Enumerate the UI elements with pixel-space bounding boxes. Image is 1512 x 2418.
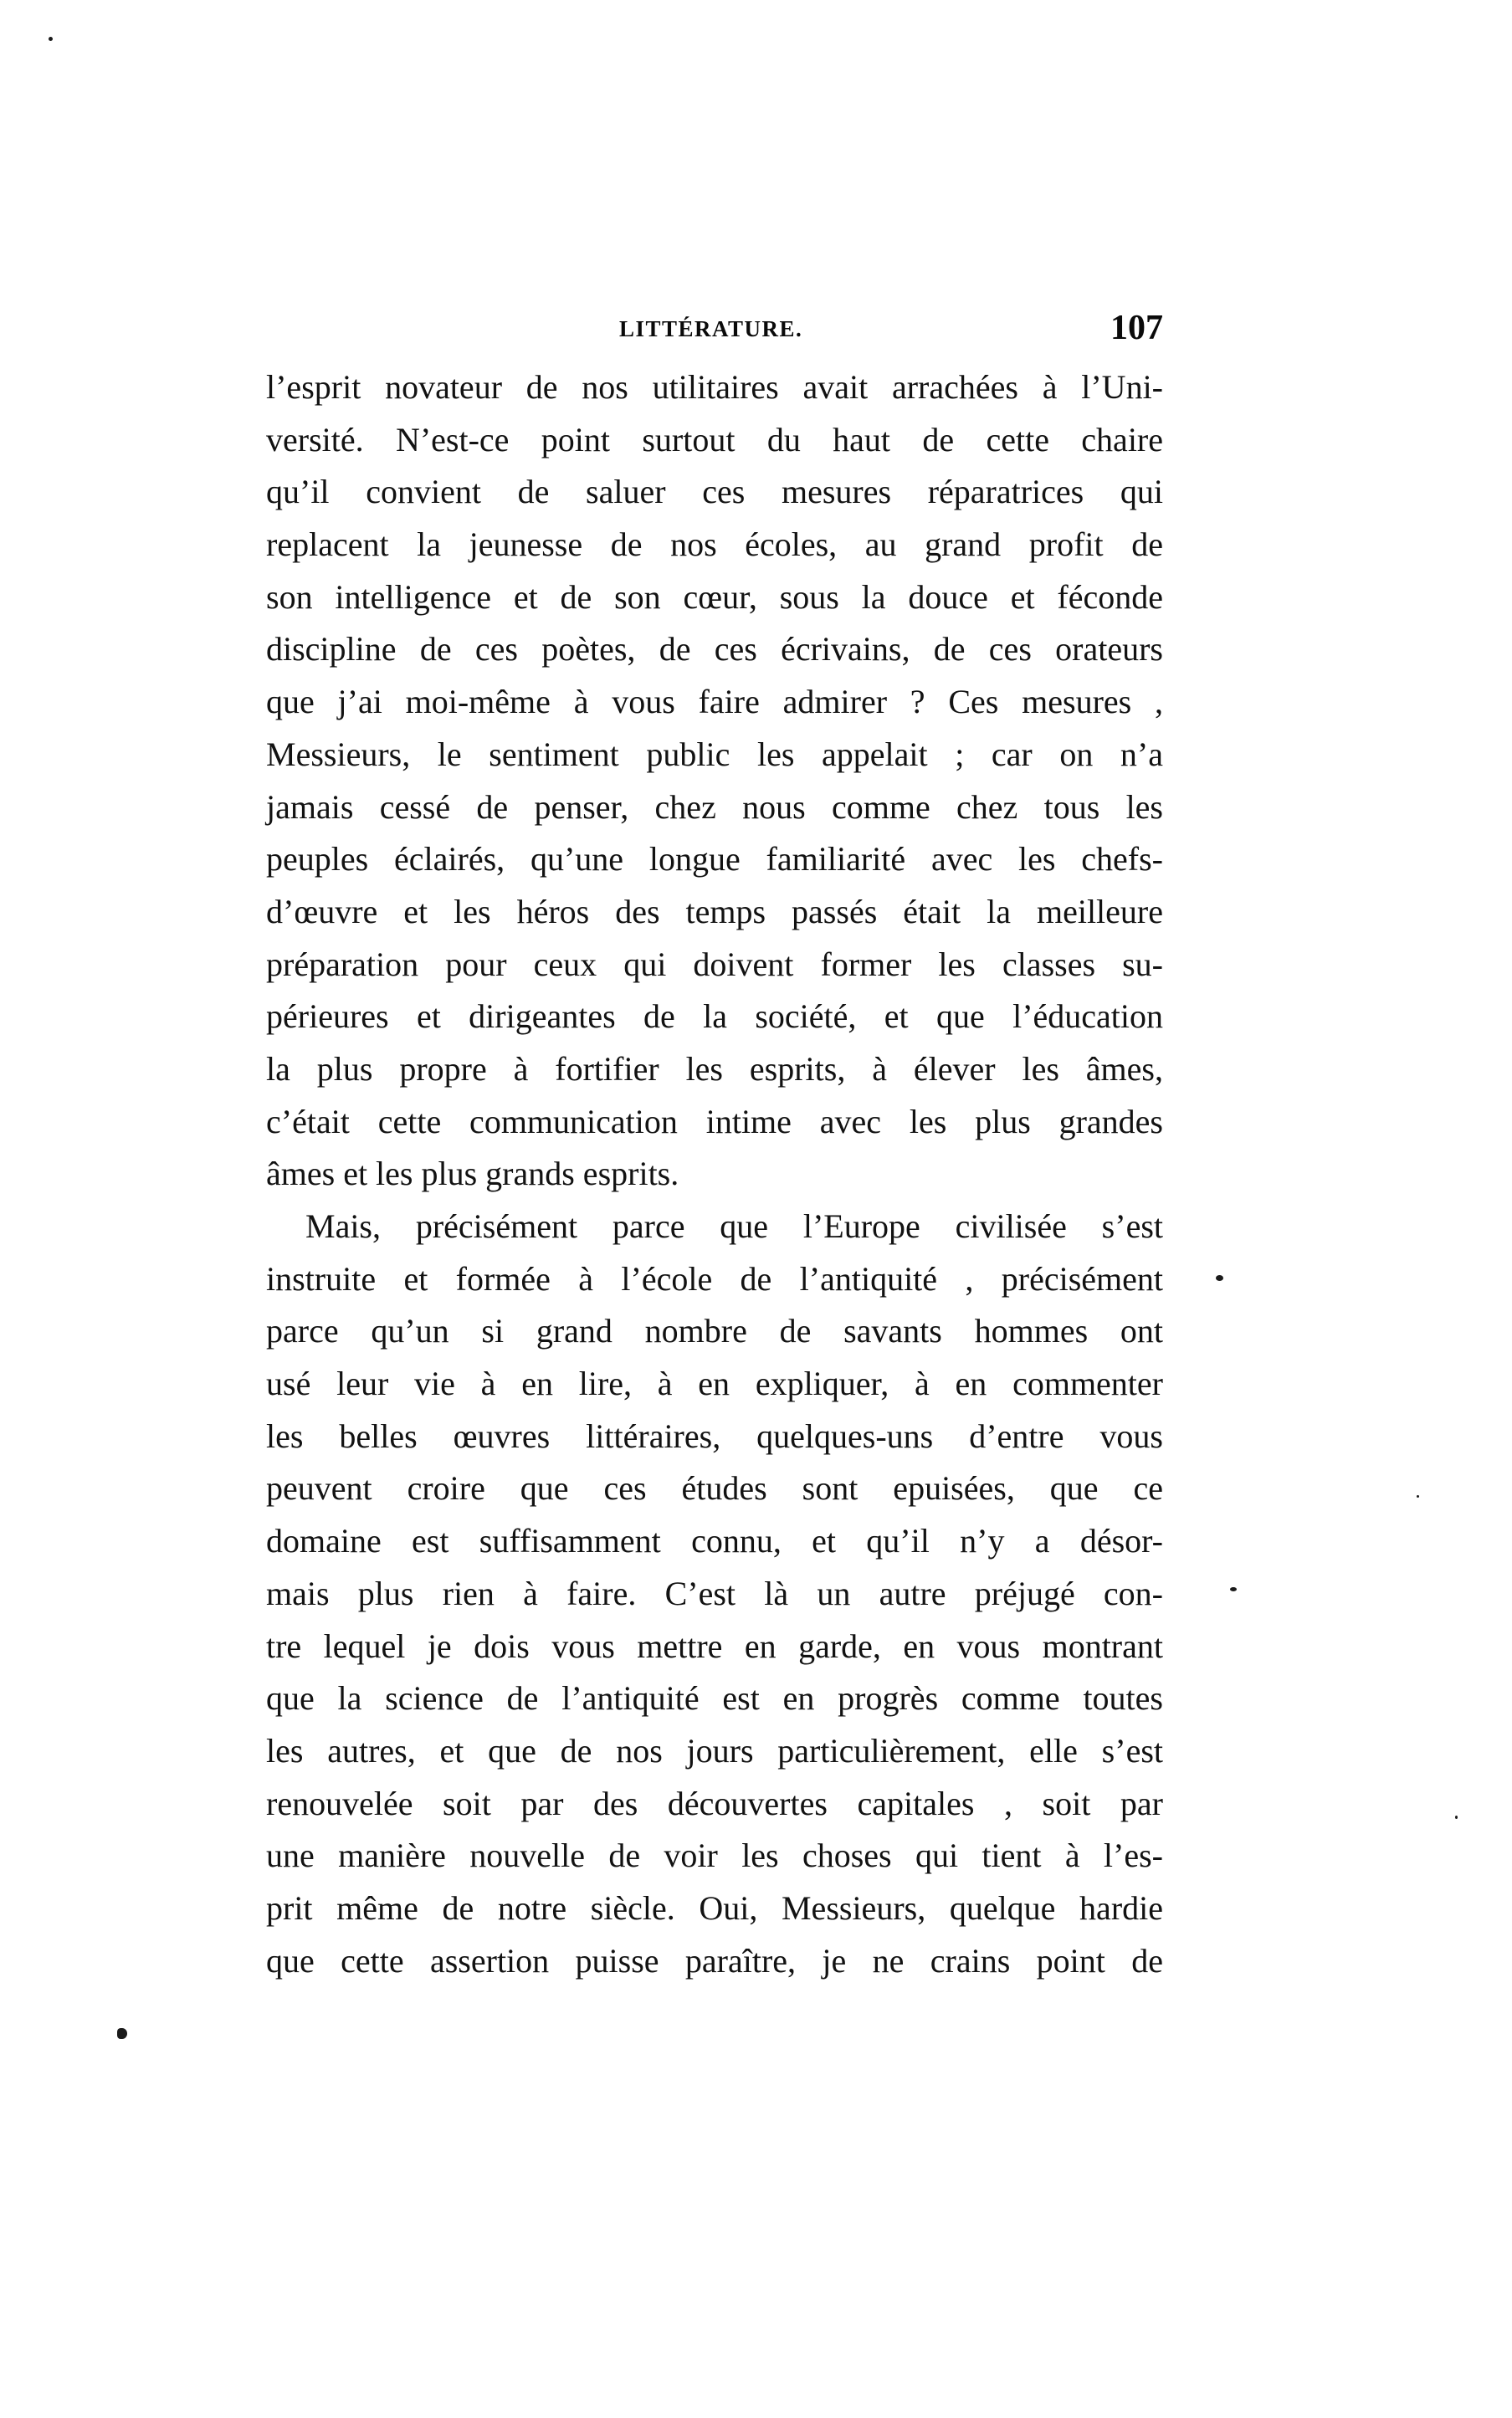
text-line: périeures et dirigeantes de la société, et que l’éducation <box>266 997 1163 1036</box>
text-line: replacent la jeunesse de nos écoles, au grand profit de <box>266 525 1163 564</box>
body-text <box>266 361 1163 1987</box>
text-line: prit même de notre siècle. Oui, Messieurs, quelque hardie <box>266 1888 1163 1927</box>
scan-speck <box>1230 1587 1237 1591</box>
text-line: préparation pour ceux qui doivent former les classes su- <box>266 945 1163 983</box>
text-line: la plus propre à fortifier les esprits, à élever les âmes, <box>266 1049 1163 1088</box>
scan-speck <box>1455 1816 1458 1819</box>
text-line: peuvent croire que ces études sont epuisées, que ce <box>266 1469 1163 1508</box>
text-line: que cette assertion puisse paraître, je ne crains point de <box>266 1941 1163 1980</box>
text-line: d’œuvre et les héros des temps passés était la meilleure <box>266 892 1163 930</box>
text-line-paragraph-end: âmes et les plus grands esprits. <box>266 1155 679 1193</box>
text-line: son intelligence et de son cœur, sous la douce et féconde <box>266 577 1163 616</box>
page-number: 107 <box>1110 309 1163 347</box>
text-line-paragraph-start: Mais, précisément parce que l’Europe civilisée s’est <box>305 1207 1163 1245</box>
running-head-title: LITTÉRATURE. <box>619 316 803 341</box>
scan-speck <box>117 2028 127 2039</box>
text-line: que j’ai moi-même à vous faire admirer ? Ces mesures , <box>266 683 1163 721</box>
text-line: c’était cette communication intime avec les plus grandes <box>266 1102 1163 1140</box>
text-line: usé leur vie à en lire, à en expliquer, à en commenter <box>266 1365 1163 1403</box>
text-line: mais plus rien à faire. C’est là un autre préjugé con- <box>266 1574 1163 1612</box>
text-line: peuples éclairés, qu’une longue familiarité avec les chefs- <box>266 840 1163 879</box>
text-line: renouvelée soit par des découvertes capitales , soit par <box>266 1784 1163 1822</box>
text-line: versité. N’est-ce point surtout du haut de cette chaire <box>266 420 1163 458</box>
text-line: les belles œuvres littéraires, quelques-uns d’entre vous <box>266 1416 1163 1455</box>
running-head <box>266 308 1163 350</box>
text-line: jamais cessé de penser, chez nous comme chez tous les <box>266 787 1163 826</box>
text-line: Messieurs, le sentiment public les appelait ; car on n’a <box>266 735 1163 773</box>
scan-speck <box>1417 1495 1419 1498</box>
scan-speck <box>1216 1275 1223 1281</box>
text-line: discipline de ces poètes, de ces écrivains, de ces orateurs <box>266 630 1163 669</box>
text-line: une manière nouvelle de voir les choses qui tient à l’es- <box>266 1837 1163 1875</box>
text-line: que la science de l’antiquité est en progrès comme toutes <box>266 1679 1163 1718</box>
text-line: les autres, et que de nos jours particulièrement, elle s’est <box>266 1731 1163 1770</box>
text-line: tre lequel je dois vous mettre en garde, en vous montrant <box>266 1627 1163 1665</box>
text-line: instruite et formée à l’école de l’antiquité , précisément <box>266 1259 1163 1298</box>
text-line: parce qu’un si grand nombre de savants hommes ont <box>266 1312 1163 1350</box>
text-line: qu’il convient de saluer ces mesures réparatrices qui <box>266 473 1163 511</box>
text-line: l’esprit novateur de nos utilitaires avait arrachées à l’Uni- <box>266 368 1163 406</box>
text-line: domaine est suffisamment connu, et qu’il n’y a désor- <box>266 1522 1163 1560</box>
scan-speck <box>49 37 53 41</box>
